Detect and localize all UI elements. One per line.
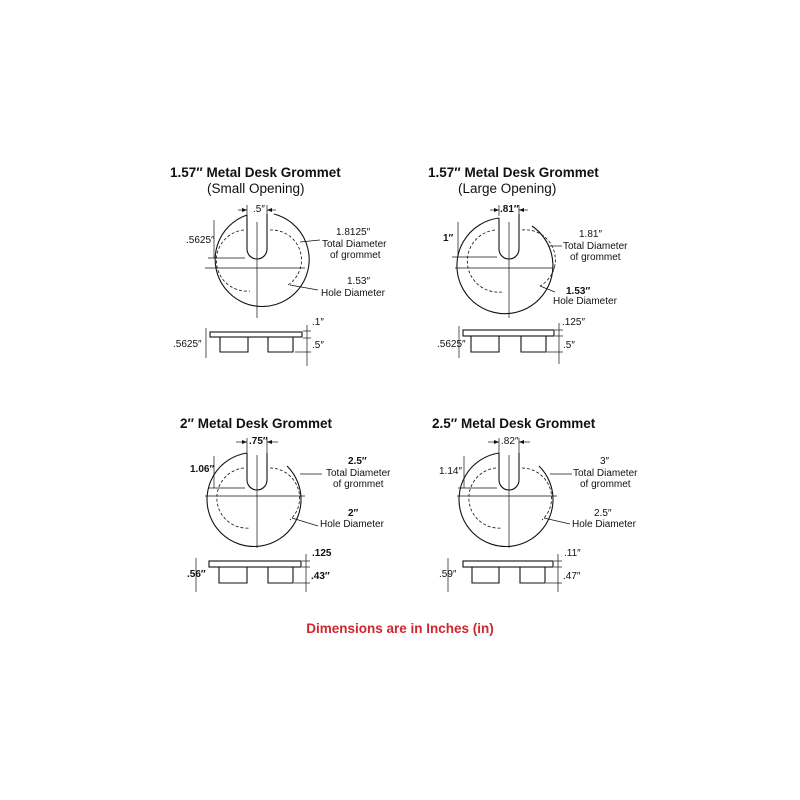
hole-diameter-value: 2.5″: [594, 508, 612, 519]
hole-diameter-text: Hole Diameter: [572, 519, 636, 530]
overall-height-label: .56″: [187, 569, 206, 580]
tab-height-label: .5″: [563, 340, 575, 351]
panel-title: 1.57″ Metal Desk Grommet: [170, 165, 341, 180]
tab-height-label: .47″: [563, 571, 581, 582]
units-note: Dimensions are in Inches (in): [306, 621, 494, 636]
total-diameter-text-2: of grommet: [580, 479, 631, 490]
flange-thickness-label: .125″: [562, 317, 586, 328]
opening-width-label: .5″: [253, 204, 265, 215]
flange-thickness-label: .125: [312, 548, 332, 559]
total-diameter-value: 1.81″: [579, 229, 603, 240]
overall-height-label: .5625″: [437, 339, 466, 350]
total-diameter-value: 2.5″: [348, 456, 367, 467]
slot-depth-label: 1″: [443, 233, 454, 244]
slot-depth-label: .5625″: [186, 235, 215, 246]
opening-width-label: .82″: [501, 436, 519, 447]
slot-depth-label: 1.06″: [190, 464, 215, 475]
total-diameter-value: 3″: [600, 456, 610, 467]
hole-diameter-value: 2″: [348, 508, 359, 519]
total-diameter-text-2: of grommet: [333, 479, 384, 490]
total-diameter-text-1: Total Diameter: [573, 468, 638, 479]
total-diameter-text-2: of grommet: [570, 252, 621, 263]
overall-height-label: .5625″: [173, 339, 202, 350]
opening-width-label: .81″: [500, 204, 519, 215]
panel-title: 1.57″ Metal Desk Grommet: [428, 165, 599, 180]
tab-height-label: .43″: [311, 571, 330, 582]
hole-diameter-value: 1.53″: [566, 286, 591, 297]
panel-subtitle: (Small Opening): [207, 181, 305, 196]
total-diameter-value: 1.8125″: [336, 227, 371, 238]
hole-diameter-text: Hole Diameter: [553, 296, 617, 307]
tab-height-label: .5″: [312, 340, 324, 351]
panel-title: 2.5″ Metal Desk Grommet: [432, 416, 596, 431]
overall-height-label: .59″: [439, 569, 457, 580]
slot-depth-label: 1.14″: [439, 466, 463, 477]
hole-diameter-text: Hole Diameter: [320, 519, 384, 530]
hole-diameter-text: Hole Diameter: [321, 288, 385, 299]
opening-width-label: .75″: [249, 436, 268, 447]
total-diameter-text-1: Total Diameter: [563, 241, 628, 252]
total-diameter-text-1: Total Diameter: [322, 239, 387, 250]
total-diameter-text-2: of grommet: [330, 250, 381, 261]
hole-diameter-value: 1.53″: [347, 276, 371, 287]
flange-thickness-label: .1″: [312, 317, 324, 328]
flange-thickness-label: .11″: [564, 548, 581, 559]
panel-subtitle: (Large Opening): [458, 181, 557, 196]
total-diameter-text-1: Total Diameter: [326, 468, 391, 479]
panel-title: 2″ Metal Desk Grommet: [180, 416, 333, 431]
